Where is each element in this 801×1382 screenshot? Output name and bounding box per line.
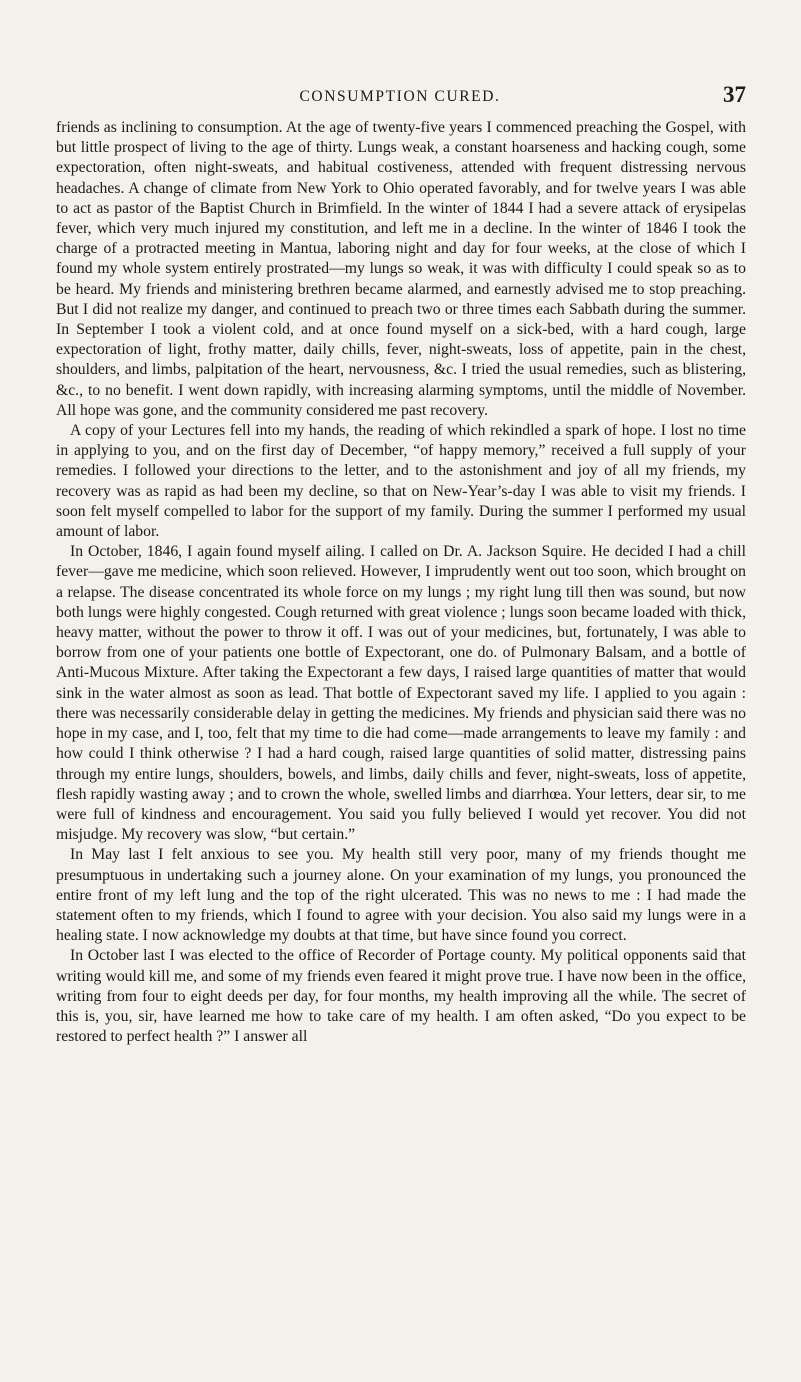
body-text (56, 118, 746, 1047)
paragraph: In October, 1846, I again found myself ailing. I called on Dr. A. Jackson Squire. He decided I had a chill fever—gave me medicine, which soon relieved. However, I imprudently went out too soon, which brought on a relapse. The disease concentrated its whole force on my lungs ; my right lung till then was sound, but now both lungs were highly congested. Cough returned with great violence ; lungs soon became loaded with thick, heavy matter, without the power to throw it off. I was out of your medicines, but, fortunately, I was able to borrow from one of your patients one bottle of Expectorant, one do. of Pulmonary Balsam, and a bottle of Anti-Mucous Mixture. After taking the Expectorant a few days, I raised large quantities of matter that would sink in the water almost as soon as lead. That bottle of Expectorant saved my life. I applied to you again : there was necessarily considerable delay in getting the medicines. My friends and physician said there was no hope in my case, and I, too, felt that my time to die had come—made arrangements to leave my family : and how could I think otherwise ? I had a hard cough, raised large quantities of solid matter, distressing pains through my entire lungs, shoulders, bowels, and limbs, daily chills and fever, night-sweats, loss of appetite, flesh rapidly wasting away ; and to crown the whole, swelled limbs and diarrhœa. Your letters, dear sir, to me were full of kindness and encouragement. You said you fully believed I would yet recover. You did not misjudge. My recovery was slow, “but certain.” (56, 543, 746, 844)
paragraph: In October last I was elected to the office of Recorder of Portage county. My political opponents said that writing would kill me, and some of my friends even feared it might prove true. I have now been in the office, writing from four to eight deeds per day, for four months, my health improving all the while. The secret of this is, you, sir, have learned me how to take care of my health. I am often asked, “Do you expect to be restored to perfect health ?” I answer all (56, 947, 746, 1046)
running-head (54, 82, 746, 114)
paragraph: friends as inclining to consumption. At the age of twenty-five years I commenced preaching the Gospel, with but little prospect of living to the age of thirty. Lungs weak, a constant hoarseness and hacking cough, some expectoration, often night-sweats, and habitual costiveness, attended with frequent distressing nervous headaches. A change of climate from New York to Ohio operated favorably, and for twelve years I was able to act as pastor of the Baptist Church in Brimfield. In the winter of 1844 I had a severe attack of erysipelas fever, which very much injured my constitution, and left me in a decline. In the winter of 1846 I took the charge of a protracted meeting in Mantua, laboring night and day for four weeks, at the close of which I found my whole system entirely prostrated—my lungs so weak, it was with difficulty I could speak so as to be heard. My friends and ministering brethren became alarmed, and earnestly advised me to stop preaching. But I did not realize my danger, and continued to preach two or three times each Sabbath during the summer. In September I took a violent cold, and at once found myself on a sick-bed, with a hard cough, large expectoration of light, frothy matter, daily chills, fever, night-sweats, loss of appetite, pain in the chest, shoulders, and limbs, palpitation of the heart, nervousness, &c. I tried the usual remedies, such as blistering, &c., to no benefit. I went down rapidly, with increasing alarming symptoms, until the middle of November. All hope was gone, and the community considered me past recovery. (56, 119, 746, 419)
page-number: 37 (723, 82, 746, 107)
running-title: CONSUMPTION CURED. (299, 88, 501, 105)
paragraph: In May last I felt anxious to see you. My health still very poor, many of my friends thought me presumptuous in undertaking such a journey alone. On your examination of my lungs, you pronounced the entire front of my left lung and the top of the right ulcerated. This was no news to me : I had made the statement often to my friends, which I found to agree with your decision. You also said my lungs were in a healing state. I now acknowledge my doubts at that time, but have since found you correct. (56, 846, 746, 945)
paragraph: A copy of your Lectures fell into my hands, the reading of which rekindled a spark of hope. I lost no time in applying to you, and on the first day of December, “of happy memory,” received a full supply of your remedies. I followed your directions to the letter, and to the astonishment and joy of all my friends, my recovery was as rapid as had been my decline, so that on New-Year’s-day I was able to visit my friends. I soon felt myself compelled to labor for the support of my family. During the summer I performed my usual amount of labor. (56, 422, 746, 541)
